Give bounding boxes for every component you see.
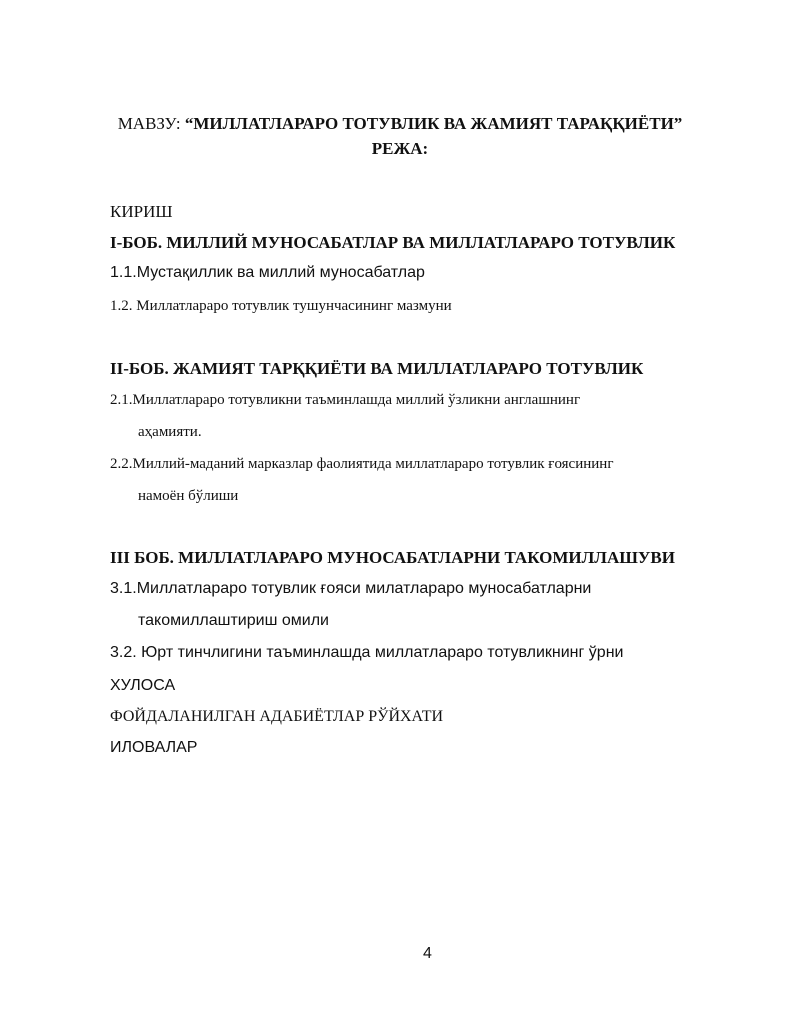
topic-text: “МИЛЛАТЛАРАРО ТОТУВЛИК ВА ЖАМИЯТ ТАРАҚҚИЁТИ”	[184, 114, 683, 133]
toc-chapter1-heading: I-БОБ. МИЛЛИЙ МУНОСАБАТЛАР ВА МИЛЛАТЛАРАРО ТОТУВЛИК	[110, 233, 676, 252]
toc-item-2-2-line1: 2.2.Миллий-маданий марказлар фаолиятида миллатлараро тотувлик ғоясининг	[110, 456, 614, 472]
toc-item-3-1-line2: такомиллаштириш омили	[138, 612, 329, 629]
toc-chapter2-heading: II-БОБ. ЖАМИЯТ ТАРҚҚИЁТИ ВА МИЛЛАТЛАРАРО ТОТУВЛИК	[110, 359, 644, 378]
plan-heading: РЕЖА:	[371, 139, 429, 158]
toc-item-1-2: 1.2. Миллатлараро тотувлик тушунчасининг мазмуни	[110, 298, 452, 314]
toc-item-2-1-line1: 2.1.Миллатлараро тотувликни таъминлашда миллий ўзликни англашнинг	[110, 392, 581, 408]
toc-intro: КИРИШ	[110, 202, 173, 221]
toc-references: ФОЙДАЛАНИЛГАН АДАБИЁТЛАР РЎЙХАТИ	[110, 708, 444, 725]
page-number: 4	[423, 945, 432, 962]
toc-chapter3-heading: III БОБ. МИЛЛАТЛАРАРО МУНОСАБАТЛАРНИ ТАКОМИЛЛАШУВИ	[110, 548, 675, 567]
toc-item-1-1: 1.1.Мустақиллик ва миллий муносабатлар	[110, 264, 425, 281]
toc-item-2-1-line2: аҳамияти.	[138, 424, 202, 440]
toc-item-3-2: 3.2. Юрт тинчлигини таъминлашда миллатлараро тотувликнинг ўрни	[110, 644, 624, 661]
topic-label: МАВЗУ:	[117, 114, 185, 133]
toc-item-3-1-line1: 3.1.Миллатлараро тотувлик ғояси милатлараро муносабатларни	[110, 580, 592, 597]
toc-conclusion: ХУЛОСА	[110, 677, 176, 694]
toc-appendices: ИЛОВАЛАР	[110, 739, 198, 756]
topic-title	[0, 115, 800, 132]
toc-item-2-2-line2: намоён бўлиши	[138, 488, 239, 504]
